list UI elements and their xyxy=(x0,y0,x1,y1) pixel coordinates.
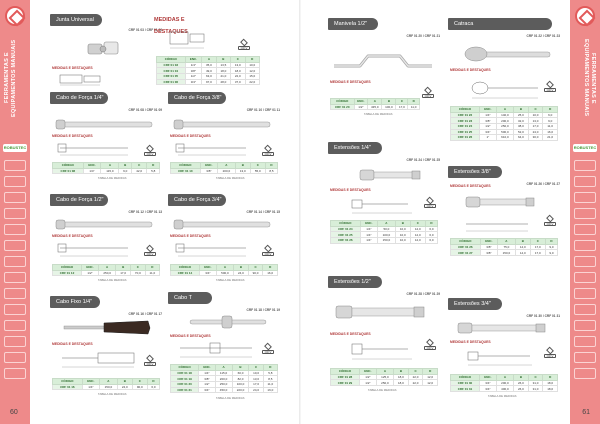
table-footer-label: TABELA DE MEDIDAS xyxy=(216,278,245,282)
table-footer-label: TABELA DE MEDIDAS xyxy=(488,394,517,398)
medidas-label: MEDIDAS E DESTAQUES xyxy=(52,234,93,238)
side-section-title: FERRAMENTAS E EQUIPAMENTOS MANUAIS xyxy=(4,39,17,117)
spec-table-junta xyxy=(156,56,260,85)
product-panel-ext38 xyxy=(448,166,560,264)
table-row: CRF 01 14 3/4" 500,0 24,0 90,0 16,0 xyxy=(171,270,278,276)
spec-table-cabo34: CÓDIGO ENC. A B C D CRF 01 14 3/4" 500,0 24,0 90,0 16,0 xyxy=(170,264,278,276)
medidas-label: MEDIDAS E DESTAQUES xyxy=(330,188,371,192)
spec-table-ext14: CÓDIGO ENC. A B C D CRF 01 24 1/4" 50,0 10,0 12,0 6,0 CRF 01 25 1/4" 100,0 10,0 12,0 6,0 CRF 01 26 1/4" 150,0 10,0 12,0 6,0 xyxy=(330,220,438,244)
table-footer-label: TABELA DE MEDIDAS xyxy=(364,112,393,116)
table-footer-label: TABELA DE MEDIDAS xyxy=(368,388,397,392)
product-panel-cabofixo xyxy=(50,296,162,408)
product-code: CRF 01 26 / CRF 01 27 xyxy=(526,182,560,186)
product-panel-manivela xyxy=(328,18,440,118)
medidas-label: MEDIDAS E DESTAQUES xyxy=(52,66,93,70)
breaker-bar-image xyxy=(54,218,158,232)
extension-image xyxy=(454,318,554,338)
product-code: CRF 01 28 / CRF 01 29 xyxy=(406,292,440,296)
side-tab[interactable] xyxy=(574,352,596,363)
breaker-bar-image xyxy=(172,118,276,132)
table-row: CRF 01 21 3/4" 450,0 220,0 24,0 16,0 xyxy=(171,387,278,393)
crv-gem-icon: CR-V xyxy=(544,216,556,226)
product-title: Cabo Fixo 1/4" xyxy=(50,296,100,308)
side-tab[interactable] xyxy=(574,256,596,267)
side-tab[interactable] xyxy=(4,160,26,171)
spec-table-caboT: CÓDIGO ENC. A B C D CRF 01 18 1/4" 115,0 60,0 10,0 5,8 CRF 01 19 3/8" 200,0 82,0 13,0 8,5 CRF 01 20 1/2" 250,0 100,0 17,0 11,0 CRF 01 21 3/4" 450,0 220,0 24,0 16,0 xyxy=(170,364,278,393)
technical-drawing xyxy=(58,348,138,370)
spec-table-ext38: CÓDIGO ENC. A B C D CRF 01 26 3/8" 75,0 14,0 17,0 9,0 CRF 01 27 3/8" 150,0 14,0 17,0 9,0 xyxy=(450,238,558,256)
side-section-title: FERRAMENTAS E EQUIPAMENTOS MANUAIS xyxy=(583,39,596,117)
technical-drawing xyxy=(348,194,418,216)
medidas-label: MEDIDAS E DESTAQUES xyxy=(52,134,93,138)
table-row: CRF 01 25 1/4" 100,0 10,0 12,0 6,0 xyxy=(331,232,438,238)
fixed-handle-image xyxy=(62,318,152,338)
table-row: CRF 01 08 1/4" 115,0 9,0 42,0 5,8 xyxy=(53,168,160,174)
crv-gem-icon: CR-V xyxy=(262,146,274,156)
product-title: Extensões 1/4" xyxy=(328,142,382,154)
table-row: CRF 01 26 1/4" 150,0 10,0 12,0 6,0 xyxy=(331,237,438,243)
crv-gem-icon: CR-V xyxy=(544,348,556,358)
product-code: CRF 01 22 / CRF 01 23 xyxy=(526,34,560,38)
product-code: CRF 01 14 / CRF 01 15 xyxy=(246,210,280,214)
side-tab[interactable] xyxy=(574,192,596,203)
medidas-label: MEDIDAS E DESTAQUES xyxy=(330,332,371,336)
table-row: CRF 01 03 1/4" 35,0 13,5 13,0 10,0 xyxy=(157,62,260,68)
crv-gem-icon: CR-V xyxy=(544,82,556,92)
side-tab[interactable] xyxy=(574,176,596,187)
medidas-label: MEDIDAS E DESTAQUES xyxy=(450,340,491,344)
right-side-strip xyxy=(570,0,600,424)
table-row: CRF 01 27 3/8" 150,0 14,0 17,0 9,0 xyxy=(451,250,558,256)
product-code: CRF 01 16 / CRF 01 17 xyxy=(128,312,162,316)
technical-drawing xyxy=(54,72,114,86)
table-row: CRF 01 26 3/8" 75,0 14,0 17,0 9,0 xyxy=(451,244,558,250)
crv-gem-icon: CR-V xyxy=(144,246,156,256)
crv-gem-icon: CR-V xyxy=(422,88,434,98)
table-row: CRF 01 18 1/4" 115,0 60,0 10,0 5,8 xyxy=(171,370,278,376)
table-row: CRF 01 16 1/4" 150,0 24,0 90,0 6,0 xyxy=(53,384,160,390)
product-panel-caboT xyxy=(168,292,280,408)
table-header: D xyxy=(245,57,259,63)
table-header: B xyxy=(216,57,230,63)
technical-drawing xyxy=(174,140,250,158)
side-tab[interactable] xyxy=(574,288,596,299)
product-title: Cabo T xyxy=(168,292,212,304)
crv-gem-icon: CR-V xyxy=(424,340,436,350)
extension-image xyxy=(332,300,432,324)
table-row: CRF 01 20 1/2" 435,0 100,0 17,0 11,0 xyxy=(331,104,420,110)
table-row: CRF 01 24 1/4" 50,0 10,0 12,0 6,0 xyxy=(331,226,438,232)
side-brand-label: ROBUSTEC xyxy=(573,145,597,150)
technical-drawing xyxy=(464,346,538,368)
medidas-label: MEDIDAS E DESTAQUES xyxy=(170,134,211,138)
side-tab[interactable] xyxy=(574,272,596,283)
breaker-bar-image xyxy=(172,218,276,232)
brand-logo-icon xyxy=(575,6,595,26)
side-brand-label: ROBUSTEC xyxy=(3,145,27,150)
product-title: Cabo de Força 3/4" xyxy=(168,194,226,206)
side-tab[interactable] xyxy=(4,336,26,347)
product-code: CRF 01 08 / CRF 01 09 xyxy=(128,108,162,112)
extension-image xyxy=(462,190,542,214)
technical-drawing xyxy=(174,240,250,260)
side-tab[interactable] xyxy=(574,224,596,235)
crv-gem-icon: CR-V xyxy=(424,198,436,208)
side-tab[interactable] xyxy=(4,288,26,299)
table-footer-label: TABELA DE MEDIDAS xyxy=(216,396,245,400)
speed-handle-image xyxy=(330,48,436,74)
side-tab[interactable] xyxy=(574,368,596,379)
technical-drawing xyxy=(56,240,132,260)
page-gutter xyxy=(299,0,301,424)
spec-table-ext34: CÓDIGO ENC. A B C D CRF 01 30 3/4" 200,0 26,0 31,0 18,0 CRF 01 31 3/4" 400,0 26,0 31,0 18,0 xyxy=(450,374,558,392)
ratchet-image xyxy=(462,46,552,64)
side-tab[interactable] xyxy=(574,160,596,171)
table-footer-label: TABELA DE MEDIDAS xyxy=(98,176,127,180)
product-panel-junta xyxy=(50,14,162,84)
table-footer-label: TABELA DE MEDIDAS xyxy=(98,392,127,396)
brand-logo-icon xyxy=(5,6,25,26)
table-header: A xyxy=(202,57,216,63)
product-code: CRF 01 20 / CRF 01 21 xyxy=(406,34,440,38)
side-tab[interactable] xyxy=(4,240,26,251)
table-header: C xyxy=(231,57,245,63)
table-row: CRF 01 25 3/4" 500,0 52,0 24,0 16,0 xyxy=(451,129,558,135)
table-row: CRF 01 06 3/4" 97,0 28,0 37,0 22,0 xyxy=(157,79,260,85)
side-tab[interactable] xyxy=(574,304,596,315)
technical-drawing xyxy=(462,216,534,234)
table-row: CRF 01 26 1" 610,0 64,0 30,0 21,0 xyxy=(451,135,558,141)
product-panel-ext34 xyxy=(448,298,560,404)
table-row: CRF 01 20 1/2" 250,0 100,0 17,0 11,0 xyxy=(171,381,278,387)
table-row: CRF 01 10 3/8" 200,0 13,0 55,0 8,5 xyxy=(171,168,278,174)
table-row: CRF 01 04 3/8" 49,0 18,0 18,0 12,0 xyxy=(157,68,260,74)
table-row: CRF 01 05 1/2" 63,0 21,0 22,0 15,0 xyxy=(157,73,260,79)
table-row: CRF 01 23 3/8" 200,0 32,0 13,0 9,0 xyxy=(451,118,558,124)
crv-gem-icon: CR-V xyxy=(262,246,274,256)
crv-gem-icon: CR-V xyxy=(144,356,156,366)
page-number-right: 61 xyxy=(582,409,590,416)
side-tab[interactable] xyxy=(4,272,26,283)
technical-drawing xyxy=(176,340,256,360)
medidas-label: MEDIDAS E DESTAQUES xyxy=(152,14,216,26)
product-panel-ext12 xyxy=(328,276,440,408)
table-row: CRF 01 19 3/8" 200,0 82,0 13,0 8,5 xyxy=(171,376,278,382)
product-title: Extensões 3/8" xyxy=(448,166,502,178)
universal-joint-image xyxy=(84,36,124,62)
side-tab[interactable] xyxy=(4,304,26,315)
product-panel-cabo12 xyxy=(50,194,162,290)
crv-gem-icon: CR-V xyxy=(238,40,250,50)
product-panel-ext14 xyxy=(328,142,440,252)
side-tab[interactable] xyxy=(574,320,596,331)
product-title: Cabo de Força 1/2" xyxy=(50,194,108,206)
medidas-label: MEDIDAS E DESTAQUES xyxy=(170,234,211,238)
product-panel-cabo34 xyxy=(168,194,280,290)
spec-table-ext12: CÓDIGO ENC. A B C D CRF 01 28 1/2" 125,0 18,0 22,0 12,0 CRF 01 29 1/2" 250,0 18,0 22,0 12,0 xyxy=(330,368,438,386)
side-tab[interactable] xyxy=(4,256,26,267)
technical-drawing xyxy=(166,28,216,52)
side-tab[interactable] xyxy=(4,176,26,187)
spec-table-cabo14: CÓDIGO ENC. A B C D CRF 01 08 1/4" 115,0 9,0 42,0 5,8 xyxy=(52,162,160,174)
side-tab[interactable] xyxy=(4,368,26,379)
product-code: CRF 01 30 / CRF 01 31 xyxy=(526,314,560,318)
table-header: ENC. xyxy=(185,57,202,63)
side-tab[interactable] xyxy=(4,224,26,235)
medidas-label: MEDIDAS E DESTAQUES xyxy=(170,334,211,338)
product-code: CRF 01 12 / CRF 01 13 xyxy=(128,210,162,214)
side-tab[interactable] xyxy=(574,208,596,219)
table-footer-label: TABELA DE MEDIDAS xyxy=(216,176,245,180)
product-code: CRF 01 10 / CRF 01 11 xyxy=(246,108,280,112)
medidas-label: MEDIDAS E DESTAQUES xyxy=(330,80,371,84)
side-tab[interactable] xyxy=(4,192,26,203)
table-row: CRF 01 22 1/4" 140,0 25,0 10,0 6,0 xyxy=(451,112,558,118)
table-row: CRF 01 31 3/4" 400,0 26,0 31,0 18,0 xyxy=(451,386,558,392)
table-row: CRF 01 24 1/2" 250,0 38,0 17,0 11,0 xyxy=(451,123,558,129)
side-tab[interactable] xyxy=(4,352,26,363)
table-header: CÓDIGO xyxy=(157,57,186,63)
medidas-label: MEDIDAS E DESTAQUES xyxy=(450,68,491,72)
table-footer-label: TABELA DE MEDIDAS xyxy=(98,278,127,282)
spec-table-cabo38: CÓDIGO ENC. A B C D CRF 01 10 3/8" 200,0 13,0 55,0 8,5 xyxy=(170,162,278,174)
product-code: CRF 01 18 / CRF 01 19 xyxy=(246,308,280,312)
side-tab[interactable] xyxy=(574,336,596,347)
product-panel-cabo14 xyxy=(50,92,162,188)
extension-image xyxy=(356,164,426,186)
spec-table-catraca: CÓDIGO ENC. A B C D CRF 01 22 1/4" 140,0 25,0 10,0 6,0 CRF 01 23 3/8" 200,0 32,0 13,0 9,0 CRF 01 24 1/2" 250,0 38,0 17,0 11,0 CRF 01 25 3/4" 500,0 52,0 24,0 16,0 CRF 01 26 1" 610,0 64,0 30,0 21,0 xyxy=(450,106,558,141)
crv-gem-icon: CR-V xyxy=(262,344,274,354)
product-title: Manivela 1/2" xyxy=(328,18,378,30)
product-panel-junta-table xyxy=(152,14,264,88)
page-number-left: 60 xyxy=(10,409,18,416)
t-handle-image xyxy=(188,312,268,332)
product-code: CRF 01 24 / CRF 01 25 xyxy=(406,158,440,162)
breaker-bar-image xyxy=(54,118,158,132)
product-title: Junta Universal xyxy=(50,14,102,26)
left-side-strip xyxy=(0,0,30,424)
table-row: CRF 01 30 3/4" 200,0 26,0 31,0 18,0 xyxy=(451,380,558,386)
product-title: Cabo de Força 1/4" xyxy=(50,92,108,104)
product-title: Extensões 3/4" xyxy=(448,298,502,310)
medidas-label: MEDIDAS E DESTAQUES xyxy=(52,342,93,346)
spec-table-cabo12: CÓDIGO ENC. A B C D CRF 01 12 1/2" 250,0 17,0 70,0 11,0 xyxy=(52,264,160,276)
medidas-label: MEDIDAS E DESTAQUES xyxy=(450,184,491,188)
product-panel-cabo38 xyxy=(168,92,280,188)
table-row: CRF 01 28 1/2" 125,0 18,0 22,0 12,0 xyxy=(331,374,438,380)
product-panel-catraca xyxy=(448,18,560,148)
product-title: Cabo de Força 3/8" xyxy=(168,92,226,104)
technical-drawing xyxy=(56,140,132,158)
side-tab[interactable] xyxy=(574,240,596,251)
product-code: CRF 01 03 / CRF 01 06 xyxy=(128,28,162,32)
product-title: Catraca xyxy=(448,18,552,30)
technical-drawing xyxy=(468,76,544,102)
side-tab[interactable] xyxy=(4,320,26,331)
spec-table-manivela: CÓDIGO ENC. A B C D CRF 01 20 1/2" 435,0 100,0 17,0 11,0 xyxy=(330,98,420,110)
table-row: CRF 01 29 1/2" 250,0 18,0 22,0 12,0 xyxy=(331,380,438,386)
spec-table-cabofixo: CÓDIGO ENC. A B C D CRF 01 16 1/4" 150,0 24,0 90,0 6,0 xyxy=(52,378,160,390)
technical-drawing xyxy=(348,338,418,362)
crv-gem-icon: CR-V xyxy=(144,146,156,156)
side-tab[interactable] xyxy=(4,208,26,219)
table-row: CRF 01 12 1/2" 250,0 17,0 70,0 11,0 xyxy=(53,270,160,276)
product-title: Extensões 1/2" xyxy=(328,276,382,288)
